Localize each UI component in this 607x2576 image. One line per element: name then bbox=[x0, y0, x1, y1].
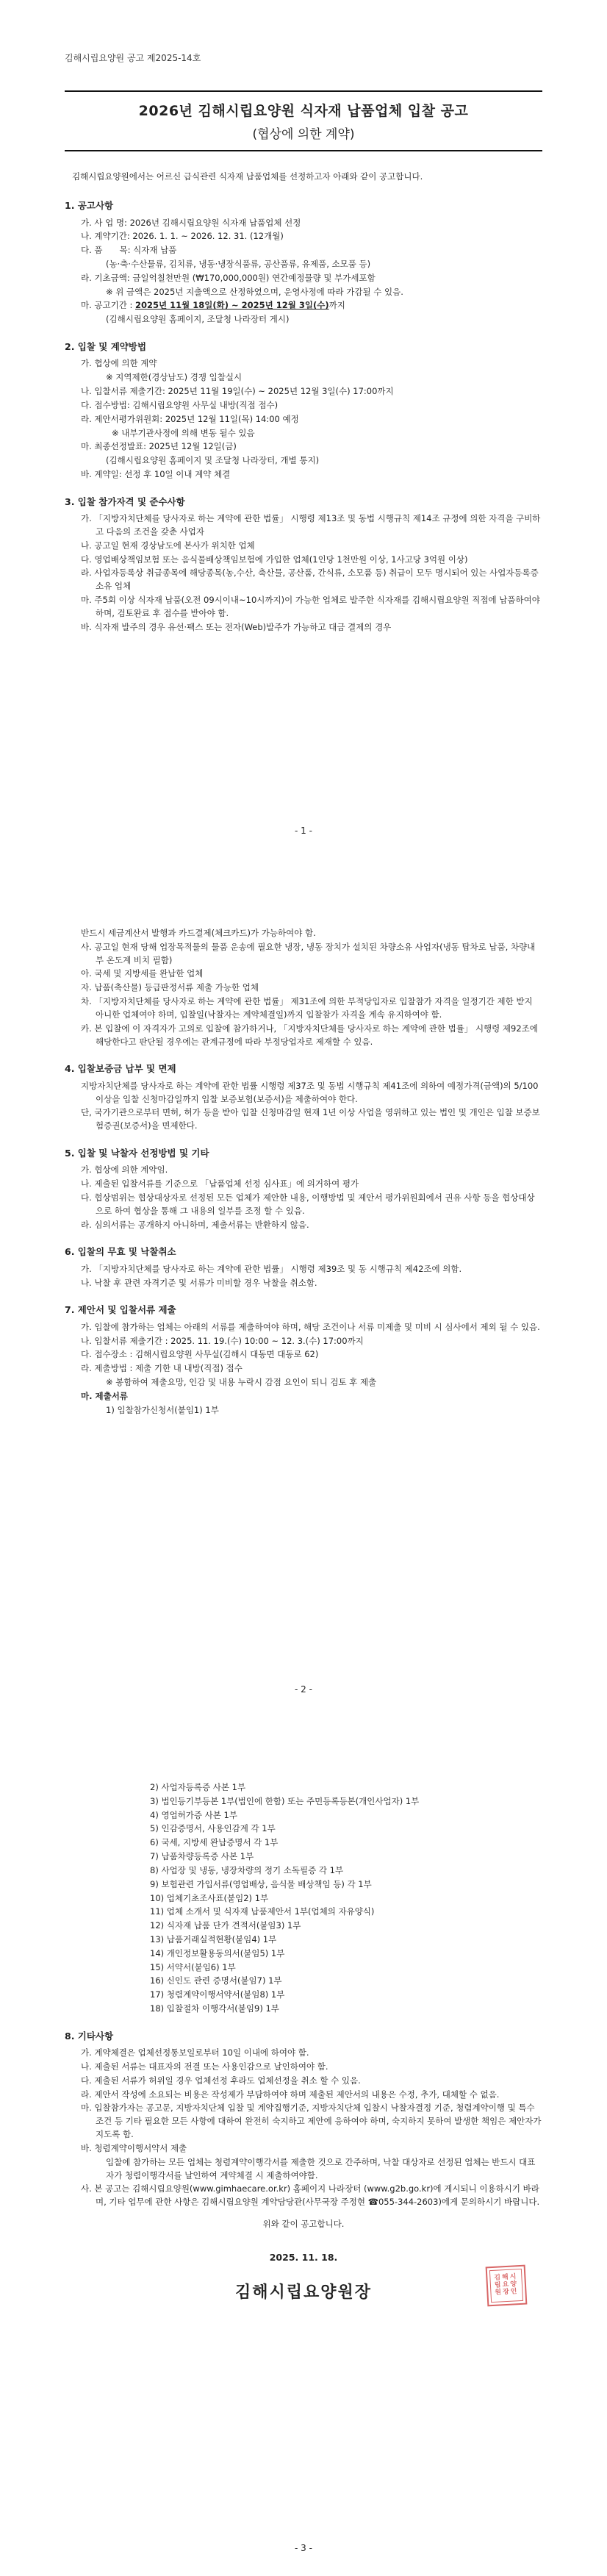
section-line: 가. 계약체결은 업체선정통보일로부터 10일 이내에 하여야 함. bbox=[81, 2047, 309, 2058]
submission-document-item: 2) 사업자등록증 사본 1부 bbox=[150, 1782, 246, 1792]
section-line: 라. 제안서평가위원회: 2025년 12월 11일(목) 14:00 예정 bbox=[81, 413, 299, 424]
submission-document-item: 5) 인감증명서, 사용인감계 각 1부 bbox=[150, 1823, 276, 1834]
organization-signature bbox=[65, 2273, 542, 2305]
section-line: 가. 「지방자치단체를 당사자로 하는 계약에 관한 법률」 시행령 제13조 및 동법 시행규칙 제14조 규정에 의한 자격을 구비하고 다음의 조건을 갖춘 사업자 bbox=[81, 513, 541, 537]
section-line bbox=[65, 299, 542, 312]
page-2-sections bbox=[65, 927, 542, 1417]
submission-document-item: 18) 입찰절차 이행각서(붙임9) 1부 bbox=[150, 2003, 279, 2014]
section-line: 마. 주5회 이상 식자재 납품(오전 09시이내~10시까지)이 가능한 업체로 발주한 식자재를 김해시립요양원 직접에 납품하여야 하며, 검토완료 후 접수를 받아야 함. bbox=[81, 595, 540, 618]
section-line: 지방자치단체를 당사자로 하는 계약에 관한 법률 시행령 제37조 및 동법 시행규칙 제41조에 의하여 예정가격(금액)의 5/100 이상을 입찰 신청마감일까지 입찰 보증보험(보증서)을 제출하여야 한다. bbox=[81, 1080, 539, 1104]
submission-document-item: 14) 개인정보활용동의서(붙임5) 1부 bbox=[150, 1947, 285, 1958]
submission-document-item: 13) 납품거래실적현황(붙임4) 1부 bbox=[150, 1933, 277, 1944]
section-line: 단, 국가기관으로부터 면허, 허가 등을 받아 입찰 신청마감일 현재 1년 이상 사업을 영위하고 있는 법인 및 개인은 입찰 보증보험증권(보증서)을 면제한다. bbox=[81, 1107, 540, 1131]
submission-document-item: 11) 업체 소개서 및 식자재 납품제안서 1부(업체의 자유양식) bbox=[150, 1906, 375, 1917]
page-3-sections bbox=[65, 2029, 542, 2209]
section-line: 입찰에 참가하는 모든 업체는 청렴계약이행각서를 제출한 것으로 간주하며, 낙찰 대상자로 선정된 업체는 반드시 대표자가 청렴이행각서를 날인하여 계약체결 시 제출하여야함. bbox=[106, 2156, 536, 2180]
section-title: 3. 입찰 참가자격 및 준수사항 bbox=[65, 495, 185, 507]
section-line: 가. 협상에 의한 계약임. bbox=[81, 1164, 168, 1176]
intro-text: 김해시립요양원에서는 어르신 급식관련 식자재 납품업체를 선정하고자 아래와 같이 공고합니다. bbox=[72, 171, 423, 182]
submission-document-item: 8) 사업장 및 냉동, 냉장차량의 정기 소독필증 각 1부 bbox=[150, 1864, 344, 1875]
section-line: 다. 접수방법: 김해시립요양원 사무실 내방(직접 접수) bbox=[81, 399, 279, 410]
section-line: 다. 영업배상책임보험 또는 음식물배상책임보험에 가입한 업체(1인당 1천만원 이상, 1사고당 3억원 이상) bbox=[81, 554, 468, 565]
section-title: 1. 공고사항 bbox=[65, 200, 114, 212]
page-number: - 2 - bbox=[295, 1684, 312, 1695]
section-line: 1) 입찰참가신청서(붙임1) 1부 bbox=[106, 1404, 219, 1415]
section-line: 나. 낙찰 후 관련 자격기준 및 서류가 미비할 경우 낙찰을 취소함. bbox=[81, 1277, 317, 1288]
section-line: (김해시립요양원 홈페이지, 조달청 나라장터 게시) bbox=[106, 314, 290, 325]
page-1-sections bbox=[65, 198, 542, 634]
section-line: 사. 공고일 현재 당해 업장목적물의 물품 운송에 필요한 냉장, 냉동 장치가 설치된 차량소유 사업자(냉동 탑차로 납품, 차량내부 온도계 비치 필함) bbox=[81, 941, 536, 965]
organization-name: 김해시립요양원장 bbox=[234, 2283, 373, 2303]
page-1 bbox=[0, 0, 607, 859]
submission-document-item: 3) 법인등기부등본 1부(법인에 한함) 또는 주민등록등본(개인사업자) 1부 bbox=[150, 1795, 420, 1806]
section-line: 마. 제출서류 bbox=[81, 1390, 128, 1401]
section-line: 다. 품 목: 식자재 납품 bbox=[81, 245, 177, 256]
section-line: 마. 입찰참가자는 공고문, 지방자치단체 입찰 및 계약집행기준, 지방자치단체 입찰시 낙찰자결정 기준, 청렴계약이행 및 특수조건 등 기타 필요한 모든 사항에 대하여 완전히 숙지하고 제안에 응하여야 하며, 숙지하지 못하여 발생한 책임은 제안자가 지도록 함. bbox=[81, 2103, 542, 2140]
seal-inner: 김해시립요양원장인 bbox=[489, 2269, 523, 2303]
line-text-after: 까지 bbox=[328, 300, 345, 311]
section-line: ※ 봉함하여 제출요망, 인감 및 내용 누락시 감점 요인이 되니 검토 후 제출 bbox=[106, 1377, 377, 1387]
notice-date: 2025. 11. 18. bbox=[269, 2251, 338, 2263]
section-line: 라. 심의서류는 공개하지 아니하며, 제출서류는 반환하지 않음. bbox=[81, 1219, 309, 1230]
page-subtitle: (협상에 의한 계약) bbox=[252, 127, 355, 143]
submission-document-item: 16) 신인도 관련 증명서(붙임7) 1부 bbox=[150, 1975, 282, 1986]
section-line: 가. 사 업 명: 2026년 김해시립요양원 식자재 납품업체 선정 bbox=[81, 217, 301, 228]
official-seal-stamp bbox=[486, 2265, 528, 2307]
submission-document-item: 12) 식자재 납품 단가 견적서(붙임3) 1부 bbox=[150, 1920, 301, 1931]
section-line: 바. 청렴계약이행서약서 제출 bbox=[81, 2142, 187, 2153]
section-line: 라. 사업자등록상 취급종목에 해당종목(농,수산, 축산물, 공산품, 간식류, 소모품 등) 취급이 모두 명시되어 있는 사업자등록증 소유 업체 bbox=[81, 568, 539, 592]
submission-document-item: 17) 청렴계약이행서약서(붙임8) 1부 bbox=[150, 1989, 285, 2000]
line-text: 마. 공고기간 : bbox=[81, 300, 136, 311]
section-line: 반드시 세금계산서 발행과 카드결제(체크카드)가 가능하여야 함. bbox=[81, 928, 316, 938]
section-title: 7. 제안서 및 입찰서류 제출 bbox=[65, 1304, 176, 1316]
submission-document-item: 15) 서약서(붙임6) 1부 bbox=[150, 1961, 236, 1972]
section-line: 라. 제안서 작성에 소요되는 비용은 작성제가 부담하여야 하며 제출된 제안서의 내용은 수정, 추가, 대체할 수 없음. bbox=[81, 2089, 500, 2100]
section-line: 가. 「지방자치단체를 당사자로 하는 계약에 관한 법률」 시행령 제39조 및 동 시행규칙 제42조에 의함. bbox=[81, 1263, 462, 1274]
section-line: (농·축·수산물류, 김치류, 냉동·냉장식품류, 공산품류, 유제품, 소모품 등) bbox=[106, 259, 371, 269]
notice-number: 김해시립요양원 공고 제2025-14호 bbox=[65, 53, 201, 63]
section-line: (김해시립요양원 홈페이지 및 조달청 나라장터, 개별 통지) bbox=[106, 455, 320, 466]
section-line: 가. 입찰에 참가하는 업체는 아래의 서류를 제출하여야 하며, 해당 조건이나 서류 미제출 및 미비 시 심사에서 제외 될 수 있음. bbox=[81, 1321, 540, 1332]
section-title: 2. 입찰 및 계약방법 bbox=[65, 341, 147, 353]
page-number: - 3 - bbox=[295, 2543, 312, 2554]
section-line: 나. 공고일 현재 경상남도에 본사가 위치한 업체 bbox=[81, 540, 255, 551]
title-box bbox=[65, 90, 542, 152]
section-line: ※ 내부기관사정에 의해 변동 될수 있음 bbox=[112, 427, 255, 438]
section-line: 아. 국세 및 지방세를 완납한 업체 bbox=[81, 968, 204, 979]
section-title: 5. 입찰 및 낙찰자 선정방법 및 기타 bbox=[65, 1147, 209, 1159]
section-line: 라. 제출방법 : 제출 기한 내 내방(직접) 접수 bbox=[81, 1363, 243, 1374]
section-line: 나. 계약기간: 2026. 1. 1. ~ 2026. 12. 31. (12개월) bbox=[81, 231, 284, 242]
page-title: 2026년 김해시립요양원 식자재 납품업체 입찰 공고 bbox=[138, 102, 469, 119]
section-line: ※ 지역제한(경상남도) 경쟁 입찰실시 bbox=[106, 372, 243, 383]
section-line: 마. 최종선정발표: 2025년 12월 12일(금) bbox=[81, 441, 237, 452]
submission-document-item: 10) 업체기초조사표(붙임2) 1부 bbox=[150, 1892, 269, 1903]
page-2 bbox=[0, 859, 607, 1717]
section-line: 다. 접수장소 : 김해시립요양원 사무실(김해시 대동면 대동로 62) bbox=[81, 1349, 319, 1360]
closing-statement: 위와 같이 공고합니다. bbox=[262, 2218, 345, 2229]
section-line: 나. 제출된 입찰서류를 기준으로 「납품업체 선정 심사표」에 의거하여 평가 bbox=[81, 1178, 359, 1189]
section-line: 차. 「지방자치단체를 당사자로 하는 계약에 관한 법률」 제31조에 의한 부적당입자로 입찰참가 자격을 일정기간 제한 받지 아니한 업체여야 하며, 입찰일(낙찰자는 계약체결일)까지 입찰참가 자격을 계속 유지하여야 함. bbox=[81, 996, 533, 1020]
section-line: 바. 계약일: 선정 후 10일 이내 계약 체결 bbox=[81, 468, 231, 479]
section-line: 바. 식자재 발주의 경우 유선·팩스 또는 전자(Web)발주가 가능하고 대금 결제의 경우 bbox=[81, 621, 392, 632]
section-title: 4. 입찰보증금 납부 및 면제 bbox=[65, 1063, 176, 1075]
submission-document-item: 6) 국세, 지방세 완납증명서 각 1부 bbox=[150, 1837, 279, 1848]
section-line: 나. 제출된 서류는 대표자의 전결 또는 사용인감으로 날인하여야 함. bbox=[81, 2061, 328, 2072]
section-line: 다. 협상범위는 협상대상자로 선정된 모든 업체가 제안한 내용, 이행방법 및 제안서 평가위원회에서 권유 사항 등을 협상대상으로 하여 협상을 통해 그 내용의 일부를 조정 할 수 있음. bbox=[81, 1192, 535, 1216]
page-number: - 1 - bbox=[295, 826, 312, 837]
section-line: 다. 제출된 서류가 허위일 경우 업체선정 후라도 업체선정을 취소 할 수 있음. bbox=[81, 2075, 361, 2086]
section-line: 자. 납품(축산물) 등급판정서류 제출 가능한 업체 bbox=[81, 982, 259, 993]
section-line: 카. 본 입찰에 이 자격자가 고의로 입찰에 참가하거나, 「지방자치단체를 당사자로 하는 계약에 관한 법률」 시행령 제92조에 해당한다고 판단될 경우에는 관계규정에 따라 부정당업자로 제재할 수 있음. bbox=[81, 1023, 538, 1047]
section-line: 사. 본 공고는 김해시립요양원(www.gimhaecare.or.kr) 홈페이지 나라장터 (www.g2b.go.kr)에 게시되니 이용하시기 바라며, 기타 업무에 관한 사항은 김해시립요양원 계약담당관(사무국장 주정현 ☎055-344-2603)에게 문의하시기 바랍니다. bbox=[81, 2183, 540, 2208]
submission-document-list bbox=[65, 1781, 542, 2016]
section-line: 라. 기초금액: 금일억칠천만원 (₩170,000,000원) 연간예정물량 및 부가세포함 bbox=[81, 272, 376, 283]
section-line: 나. 입찰서류 제출기간 : 2025. 11. 19.(수) 10:00 ~ 12. 3.(수) 17:00까지 bbox=[81, 1335, 364, 1346]
section-title: 6. 입찰의 무효 및 낙찰취소 bbox=[65, 1246, 176, 1258]
section-title: 8. 기타사항 bbox=[65, 2030, 114, 2042]
section-line: 나. 입찰서류 제출기간: 2025년 11월 19일(수) ~ 2025년 12월 3일(수) 17:00까지 bbox=[81, 386, 394, 397]
page-3 bbox=[0, 1717, 607, 2576]
submission-document-item: 4) 영업허가증 사본 1부 bbox=[150, 1809, 237, 1820]
section-line: 가. 협상에 의한 계약 bbox=[81, 358, 157, 369]
submission-document-item: 9) 보험관련 가입서류(영업배상, 음식물 배상책임 등) 각 1부 bbox=[150, 1878, 372, 1889]
submission-document-item: 7) 납품차량등록증 사본 1부 bbox=[150, 1851, 254, 1862]
section-line: ※ 위 금액은 2025년 지출액으로 산정하였으며, 운영사정에 따라 가감될 수 있음. bbox=[106, 286, 403, 297]
highlighted-period: 2025년 11월 18일(화) ~ 2025년 12월 3일(수) bbox=[135, 300, 329, 311]
